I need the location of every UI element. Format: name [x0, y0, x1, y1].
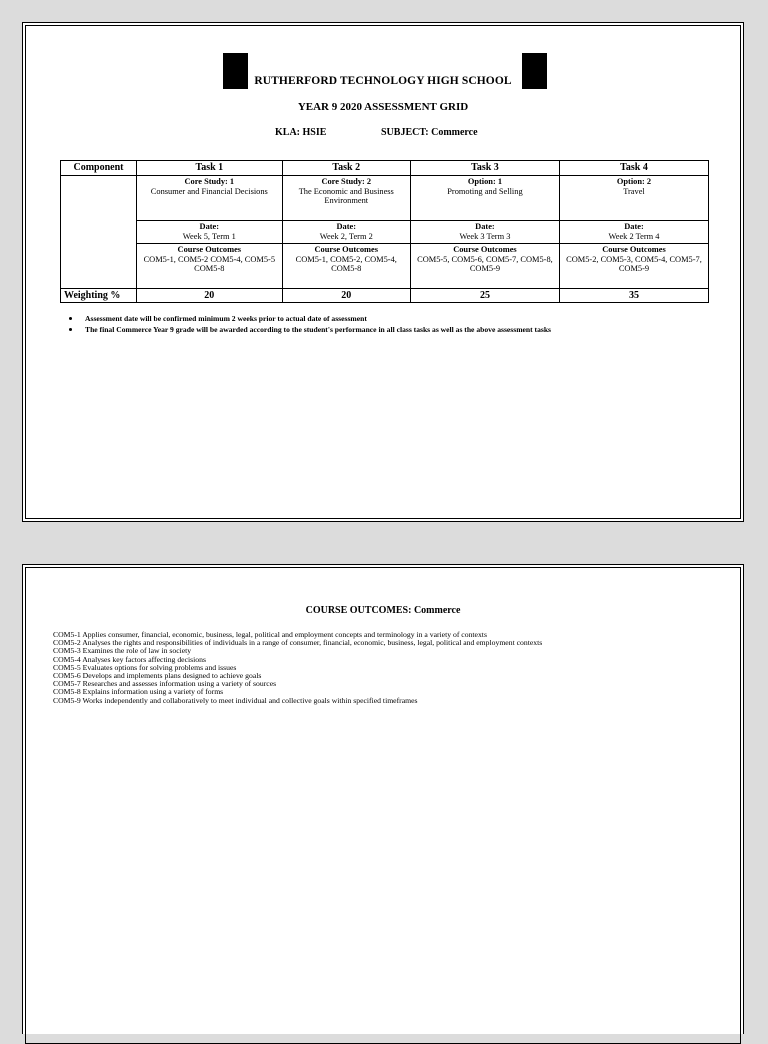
study-name: Consumer and Financial Decisions: [150, 186, 268, 196]
outcome-item: COM5-2 Analyses the rights and responsibilities of individuals in a range of consumer, financial, economic, business, legal, political and employment contexts: [53, 638, 543, 648]
study-name: Travel: [623, 186, 645, 196]
date-label: Date:: [199, 222, 220, 232]
date-value: Week 2 Term 4: [608, 231, 660, 241]
outcome-item: COM5-7 Researches and assesses information using a variety of sources: [53, 679, 277, 689]
outcome-item: COM5-3 Examines the role of law in society: [53, 646, 192, 656]
outcome-item: COM5-1 Applies consumer, financial, economic, business, legal, political and employment concepts and terminology in a variety of contexts: [53, 630, 487, 639]
study-cell: [410, 176, 559, 221]
study-name: The Economic and Business Environment: [298, 186, 394, 205]
task-header: Task 3: [410, 161, 559, 176]
date-value: Week 2, Term 2: [319, 231, 373, 241]
outcomes-label: Course Outcomes: [453, 245, 517, 255]
date-value: Week 5, Term 1: [182, 231, 236, 241]
outcome-item: COM5-6 Develops and implements plans designed to achieve goals: [53, 671, 262, 681]
weighting-value: 35: [559, 289, 708, 303]
notes-list: [67, 313, 551, 335]
outcomes-label: Course Outcomes: [177, 245, 242, 255]
outcomes-value: COM5-1, COM5-2, COM5-4, COM5-8: [295, 254, 397, 273]
outcome-item: COM5-8 Explains information using a variety of forms: [53, 687, 224, 697]
outcomes-value: COM5-1, COM5-2 COM5-4, COM5-5 COM5-8: [143, 254, 276, 273]
date-value: Week 3 Term 3: [459, 231, 511, 241]
outcomes-cell: [410, 244, 559, 289]
outcomes-cell: [559, 244, 708, 289]
outcomes-list: [53, 631, 542, 705]
note-item: Assessment date will be confirmed minimum 2 weeks prior to actual date of assessment: [67, 313, 551, 324]
date-label: Date:: [336, 222, 357, 232]
weighting-row: [61, 289, 709, 303]
document-title: YEAR 9 2020 ASSESSMENT GRID: [297, 101, 469, 113]
table-row: [61, 244, 709, 289]
date-label: Date:: [624, 222, 644, 232]
outcomes-title: COURSE OUTCOMES: Commerce: [305, 605, 461, 616]
study-name: Promoting and Selling: [447, 186, 523, 196]
task-header: Task 1: [137, 161, 283, 176]
outcomes-label: Course Outcomes: [314, 245, 378, 255]
table-row: [61, 221, 709, 244]
date-cell: [137, 221, 283, 244]
component-header: Component: [61, 161, 137, 176]
subject-label: SUBJECT: Commerce: [381, 127, 478, 138]
date-label: Date:: [475, 222, 495, 232]
date-cell: [410, 221, 559, 244]
study-type: Core Study: 1: [184, 177, 235, 187]
outcomes-value: COM5-2, COM5-3, COM5-4, COM5-7, COM5-9: [566, 254, 702, 273]
study-type: Option: 2: [616, 177, 652, 187]
study-cell: [137, 176, 283, 221]
weighting-value: 20: [282, 289, 410, 303]
study-type: Option: 1: [467, 177, 503, 187]
outcome-item: COM5-4 Analyses key factors affecting decisions: [53, 654, 206, 664]
outcomes-cell: [137, 244, 283, 289]
note-item: The final Commerce Year 9 grade will be awarded according to the student's performance in all class tasks as well as the above assessment tasks: [67, 324, 551, 335]
date-cell: [282, 221, 410, 244]
study-cell: [282, 176, 410, 221]
course-outcomes-page: [22, 564, 744, 1034]
study-cell: [559, 176, 708, 221]
table-row: [61, 176, 709, 221]
component-cell: [61, 176, 137, 289]
assessment-table: [60, 160, 709, 303]
date-cell: [559, 221, 708, 244]
task-header: Task 4: [559, 161, 708, 176]
outcomes-cell: [282, 244, 410, 289]
weighting-value: 25: [410, 289, 559, 303]
assessment-grid-page: [22, 22, 744, 522]
outcome-item: COM5-9 Works independently and collaboratively to meet individual and collective goals within specified timeframes: [53, 695, 418, 705]
school-name: RUTHERFORD TECHNOLOGY HIGH SCHOOL: [254, 75, 512, 87]
weighting-label: Weighting %: [61, 289, 137, 303]
outcomes-label: Course Outcomes: [602, 245, 666, 255]
task-header: Task 2: [282, 161, 410, 176]
kla-label: KLA: HSIE: [275, 127, 327, 138]
table-header-row: [61, 161, 709, 176]
study-type: Core Study: 2: [321, 177, 372, 187]
outcomes-value: COM5-5, COM5-6, COM5-7, COM5-8, COM5-9: [417, 254, 553, 273]
weighting-value: 20: [137, 289, 283, 303]
outcome-item: COM5-5 Evaluates options for solving problems and issues: [53, 662, 237, 672]
